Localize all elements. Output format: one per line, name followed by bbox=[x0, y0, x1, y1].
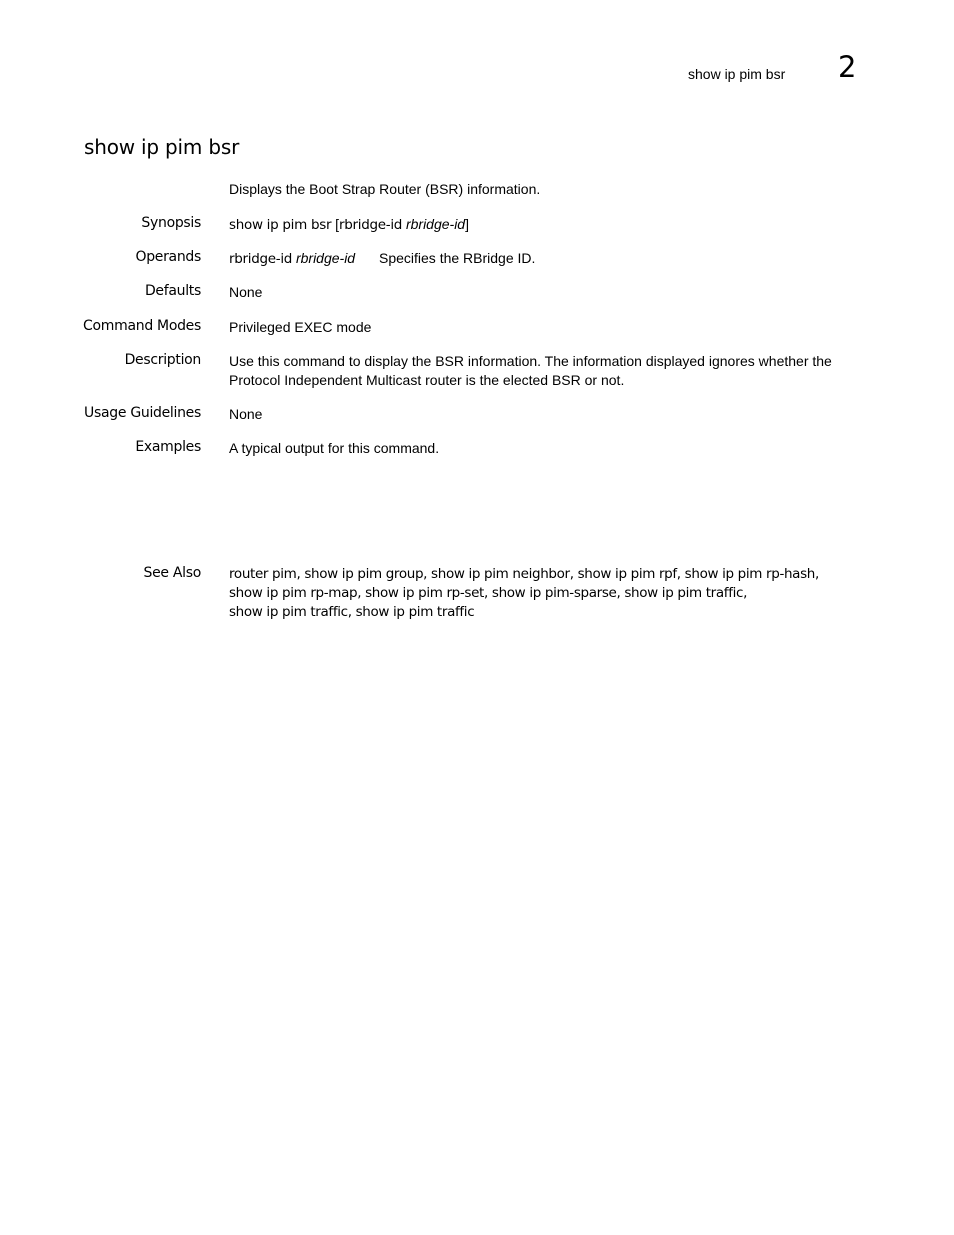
usage-guidelines-value: None bbox=[229, 406, 263, 422]
see-also-line-3[interactable]: show ip pim traffic, show ip pim traffic bbox=[229, 604, 475, 620]
description-label: Description bbox=[124, 352, 201, 368]
page-title: show ip pim bsr bbox=[84, 135, 240, 159]
operand-keyword: rbridge-id bbox=[229, 251, 293, 267]
defaults-value: None bbox=[229, 284, 263, 300]
command-modes-label: Command Modes bbox=[83, 318, 201, 334]
operands-label: Operands bbox=[135, 249, 201, 265]
operands-content bbox=[229, 249, 869, 269]
description-text bbox=[229, 352, 869, 390]
synopsis-open-bracket: [ bbox=[335, 216, 339, 232]
see-also-links bbox=[229, 565, 869, 622]
running-header: show ip pim bsr bbox=[688, 66, 786, 82]
synopsis-keyword: rbridge-id bbox=[339, 217, 403, 233]
description-line-1: Use this command to display the BSR information. The information displayed ignores whether the bbox=[229, 353, 832, 369]
examples-label: Examples bbox=[135, 439, 201, 455]
operand-description: Specifies the RBridge ID. bbox=[379, 250, 536, 266]
see-also-line-1[interactable]: router pim, show ip pim group, show ip pim neighbor, show ip pim rpf, show ip pim rp-hash, bbox=[229, 566, 819, 582]
synopsis-command: show ip pim bsr bbox=[229, 217, 332, 233]
description-line-2: Protocol Independent Multicast router is the elected BSR or not. bbox=[229, 372, 625, 388]
defaults-label: Defaults bbox=[144, 283, 201, 299]
see-also-line-2[interactable]: show ip pim rp-map, show ip pim rp-set, show ip pim-sparse, show ip pim traffic, bbox=[229, 585, 748, 601]
see-also-label: See Also bbox=[143, 565, 201, 581]
chapter-number: 2 bbox=[838, 50, 857, 84]
synopsis-argument: rbridge-id bbox=[405, 216, 466, 232]
command-modes-value: Privileged EXEC mode bbox=[229, 319, 372, 335]
operand-argument: rbridge-id bbox=[295, 250, 356, 266]
synopsis-close-bracket: ] bbox=[465, 216, 469, 232]
synopsis-label: Synopsis bbox=[141, 215, 201, 231]
intro-text: Displays the Boot Strap Router (BSR) information. bbox=[229, 181, 541, 197]
examples-value: A typical output for this command. bbox=[229, 440, 440, 456]
synopsis-content bbox=[229, 215, 869, 235]
usage-guidelines-label: Usage Guidelines bbox=[84, 405, 201, 421]
